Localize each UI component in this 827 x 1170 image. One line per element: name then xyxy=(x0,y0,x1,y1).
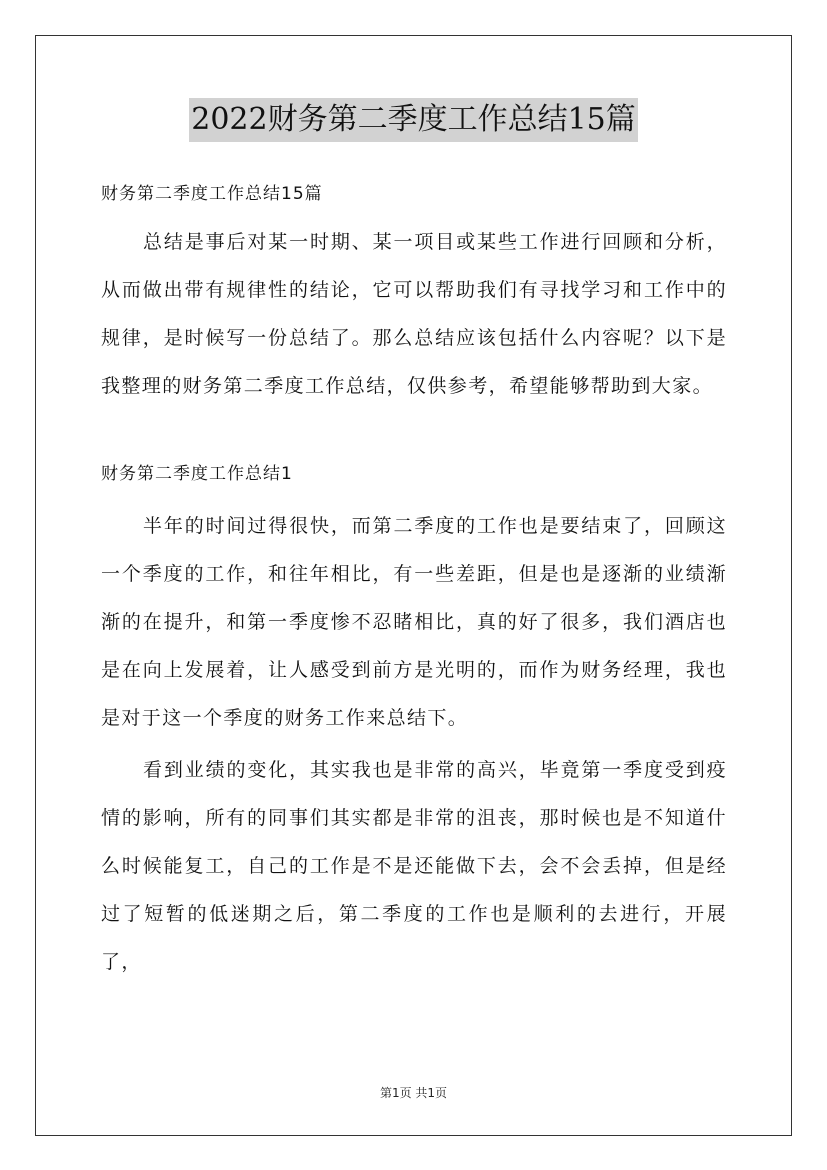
intro-paragraph: 总结是事后对某一时期、某一项目或某些工作进行回顾和分析，从而做出带有规律性的结论，它可以帮助我们有寻找学习和工作中的规律，是时候写一份总结了。那么总结应该包括什么内容呢？以下是我整理的财务第二季度工作总结，仅供参考，希望能够帮助到大家。 xyxy=(101,231,727,397)
section-1-paragraph-2: 看到业绩的变化，其实我也是非常的高兴，毕竟第一季度受到疫情的影响，所有的同事们其实都是非常的沮丧，那时候也是不知道什么时候能复工，自己的工作是不是还能做下去，会不会丢掉，但是经过了短暂的低迷期之后，第二季度的工作也是顺利的去进行，开展了， xyxy=(101,759,727,973)
subtitle-heading: 财务第二季度工作总结15篇 xyxy=(101,184,323,204)
document-title: 2022财务第二季度工作总结15篇 xyxy=(189,98,638,142)
document-body xyxy=(101,174,727,986)
section-1-heading: 财务第二季度工作总结1 xyxy=(101,464,293,484)
title-container xyxy=(0,98,827,142)
section-1-paragraph-1: 半年的时间过得很快，而第二季度的工作也是要结束了，回顾这一个季度的工作，和往年相比，有一些差距，但是也是逐渐的业绩渐渐的在提升，和第一季度惨不忍睹相比，真的好了很多，我们酒店也是在向上发展着，让人感受到前方是光明的，而作为财务经理，我也是对于这一个季度的财务工作来总结下。 xyxy=(101,515,727,729)
page-footer: 第1页 共1页 xyxy=(379,1086,448,1100)
